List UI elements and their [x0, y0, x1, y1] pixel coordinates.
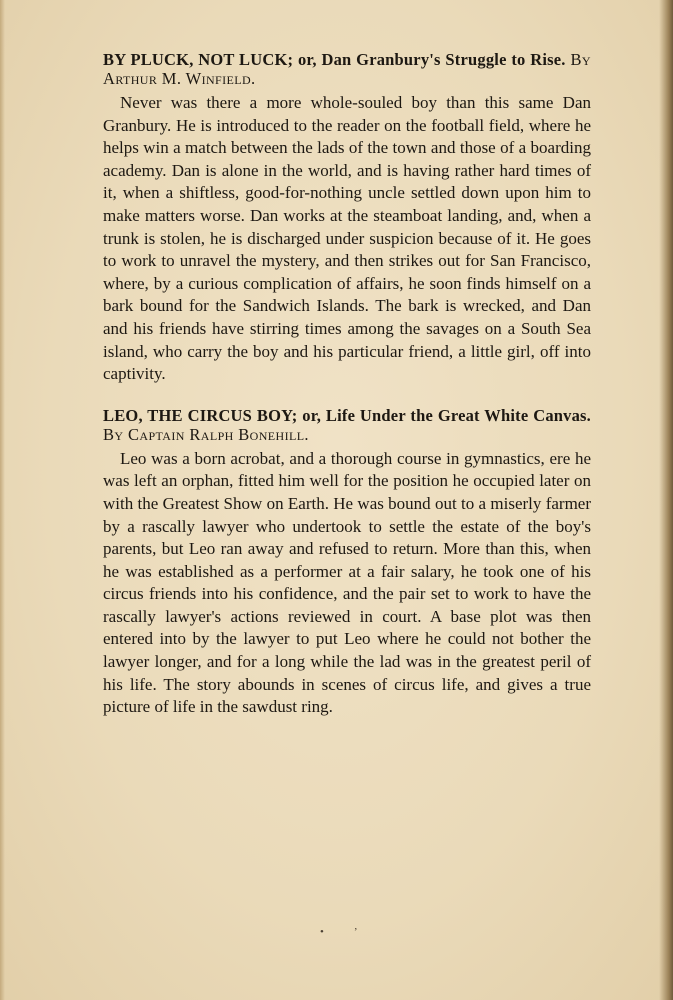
entry-author: By Captain Ralph Bonehill. — [103, 424, 309, 444]
printer-marks-decoration: •’ — [320, 926, 388, 938]
text-column — [103, 50, 591, 719]
book-entry-leo-the-circus-boy — [103, 406, 591, 719]
page-gutter-shadow — [659, 0, 673, 1000]
entry-heading — [103, 50, 591, 88]
entry-title: BY PLUCK, NOT LUCK; or, Dan Granbury's Struggle to Rise. — [103, 50, 566, 69]
entry-description: Leo was a born acrobat, and a thorough course in gymnastics, ere he was left an orphan, fitted him well for the position he occupied later on with the Greatest Show on Earth. He was bound out to a miserly farmer by a rascally lawyer who undertook to settle the estate of the boy's parents, but Leo ran away and refused to return. More than this, when he was established as a performer at a fair salary, he took one of his circus friends into his confidence, and the pair set to work to have the rascally lawyer's actions reviewed in court. A base plot was then entered into by the lawyer to put Leo where he could not bother the lawyer longer, and for a long while the lad was in the greatest peril of his life. The story abounds in scenes of circus life, and gives a true picture of life in the sawdust ring. — [103, 448, 591, 717]
entry-heading — [103, 406, 591, 444]
entry-description: Never was there a more whole-souled boy than this same Dan Granbury. He is introduced to the reader on the football field, where he helps win a match between the lads of the town and those of a boarding academy. Dan is alone in the world, and is having rather hard times of it, when a shiftless, good-for-nothing uncle settled down upon him to make matters worse. Dan works at the steamboat landing, and, when a trunk is stolen, he is discharged under suspicion because of it. He goes to work to unravel the mystery, and then strikes out for San Francisco, where, by a curious complication of affairs, he soon finds himself on a bark bound for the Sandwich Islands. The bark is wrecked, and Dan and his friends have stirring times among the savages on a South Sea island, who carry the boy and his particular friend, a little girl, off into captivity. — [103, 93, 591, 384]
entry-author: By Arthur M. Winfield. — [103, 50, 592, 88]
entry-title: LEO, THE CIRCUS BOY; or, Life Under the Great White Canvas. — [103, 405, 591, 425]
page-left-edge — [0, 0, 5, 1000]
book-entry-by-pluck-not-luck — [103, 50, 591, 386]
